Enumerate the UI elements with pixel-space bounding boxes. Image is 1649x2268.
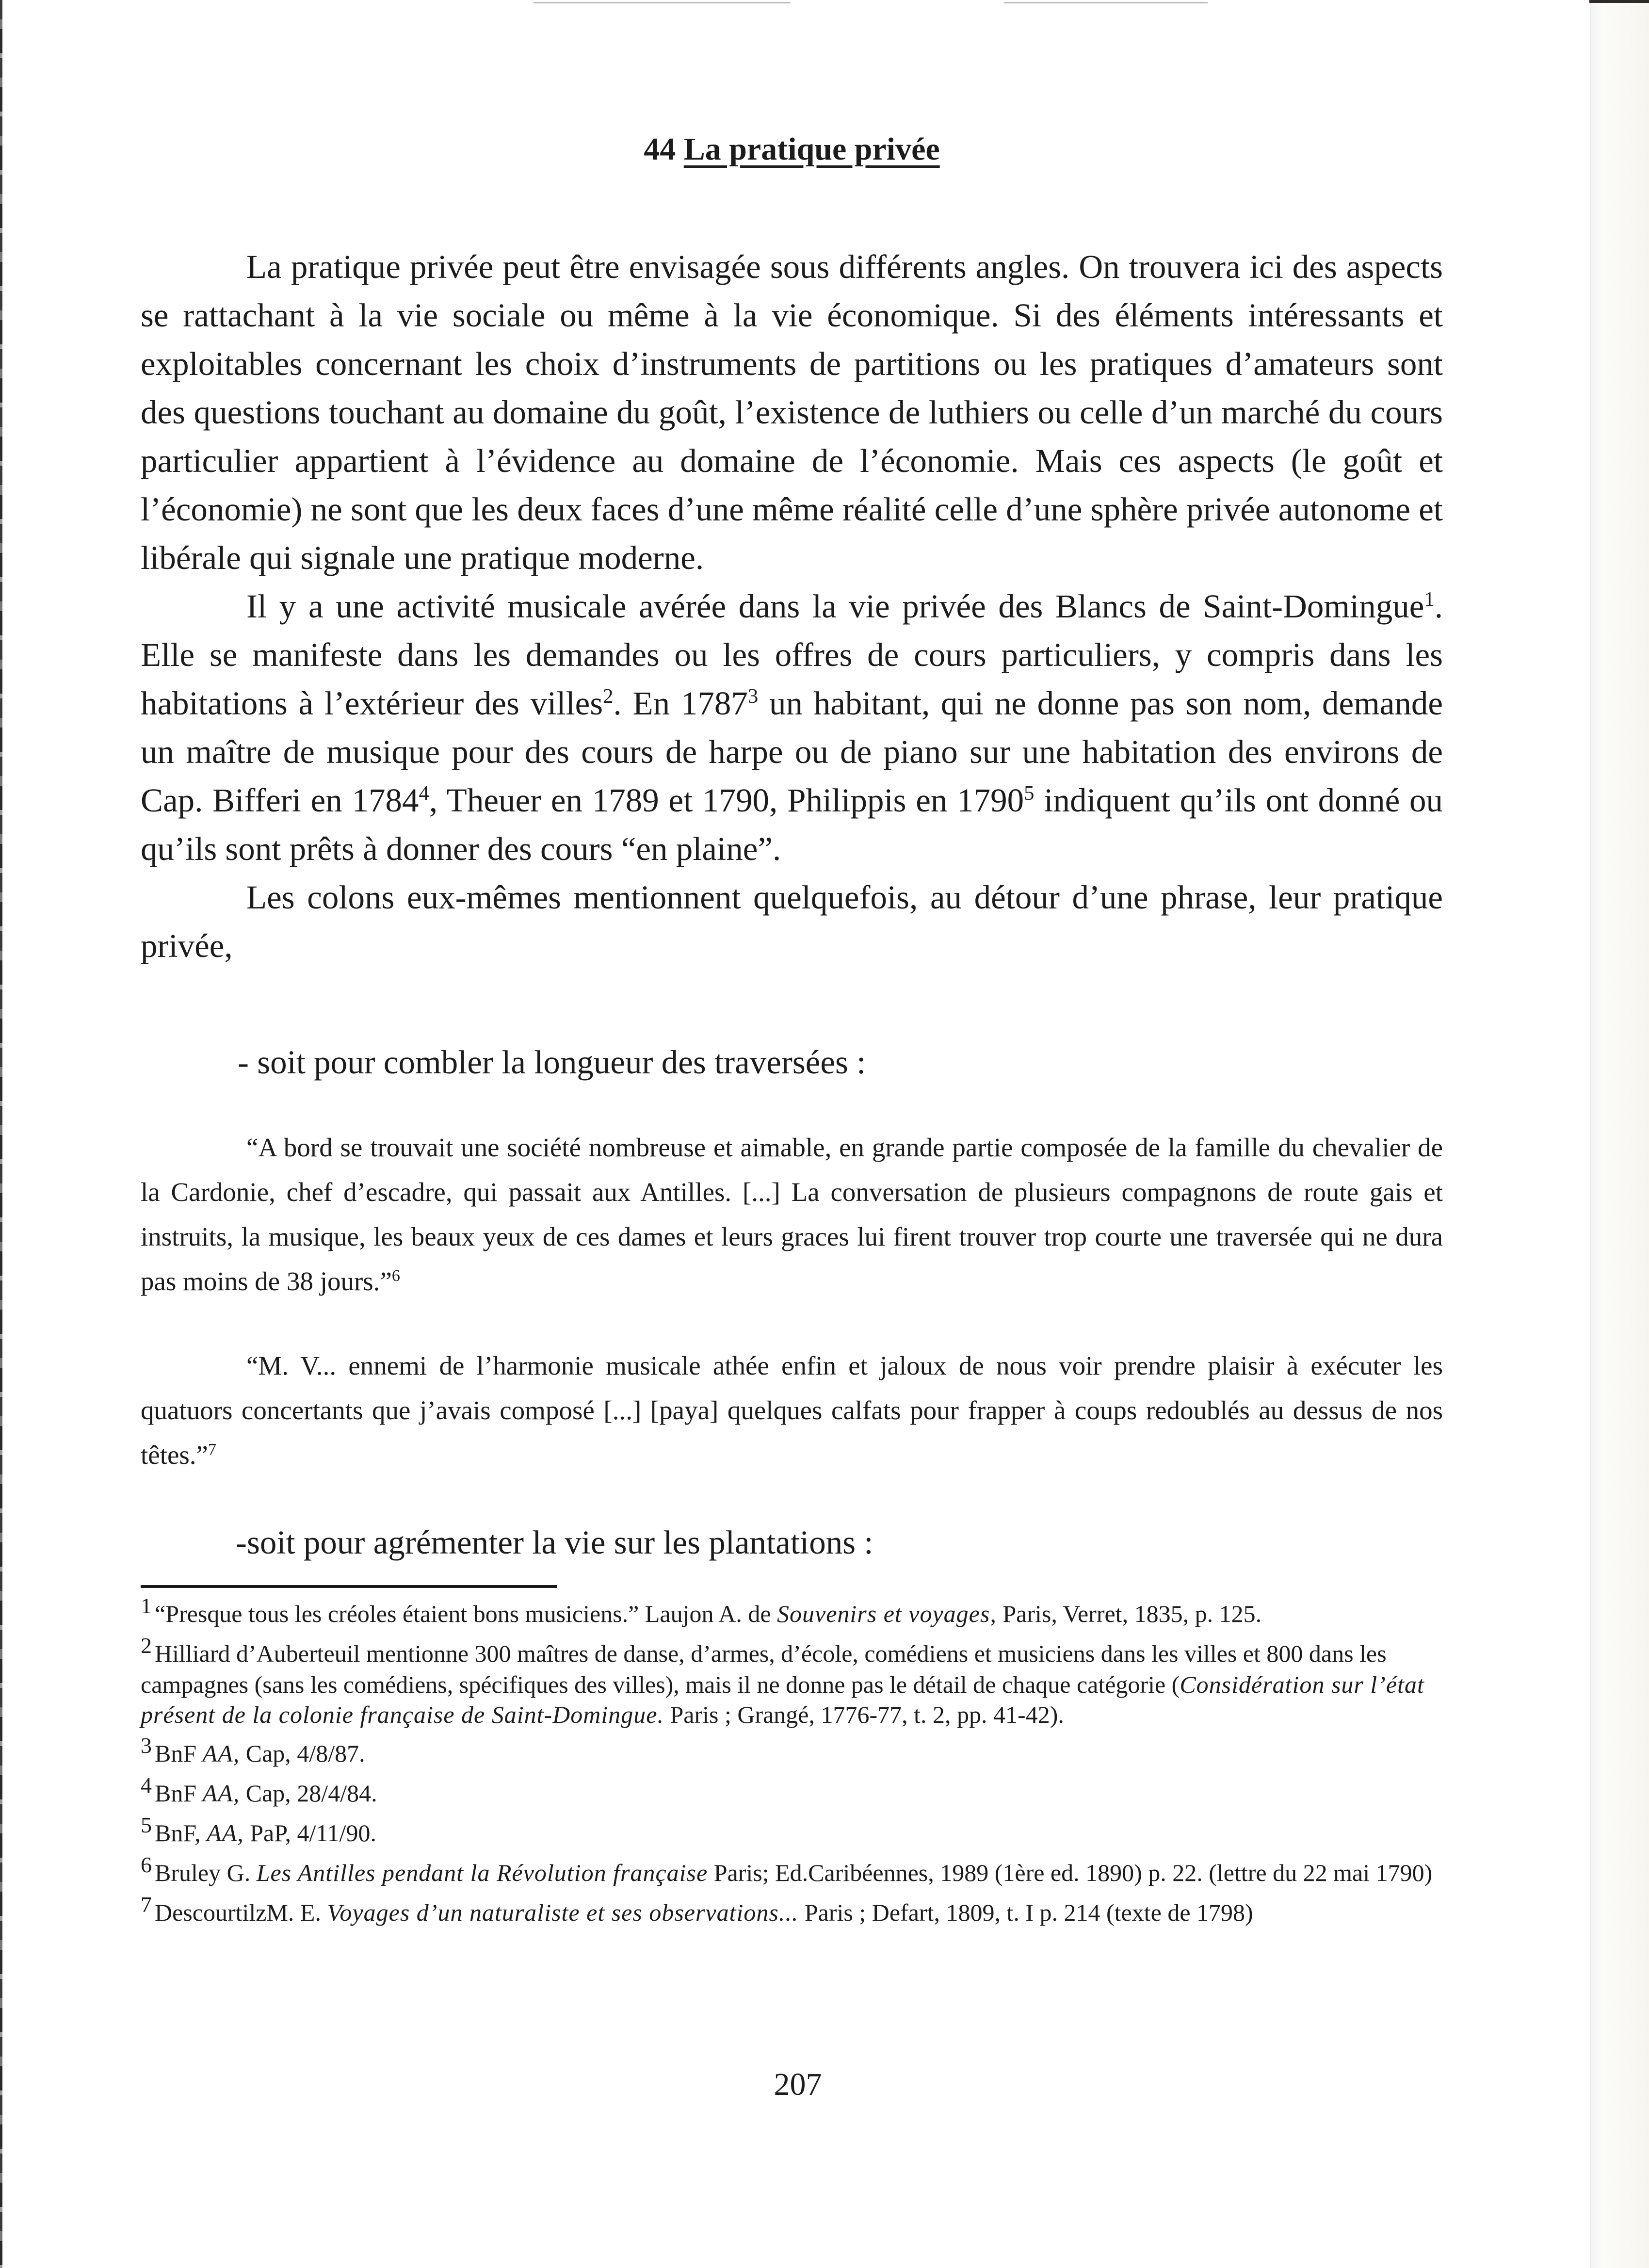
footnote-text: DescourtilzM. E. — [155, 1899, 327, 1926]
footnote-number: 6 — [141, 1852, 152, 1877]
footnote-text: Bruley G. — [155, 1859, 257, 1886]
footnotes — [141, 1593, 1450, 1937]
footnote-number: 7 — [141, 1892, 152, 1917]
footnote-text: BnF — [155, 1780, 203, 1807]
footnote-ref[interactable]: 2 — [603, 685, 614, 708]
footnote-6 — [141, 1852, 1450, 1889]
footnote-number: 4 — [141, 1772, 152, 1798]
footnote-text: BnF, — [155, 1819, 207, 1847]
footnote-separator — [141, 1585, 557, 1588]
quote-text: “M. V... ennemi de l’harmonie musicale athée enfin et jaloux de nous voir prendre plaisir à exécuter les quatuors concertants que j’avais composé [...] [paya] quelques calfats pour frapper à coups redoublés au dessus de nos têtes.” — [141, 1351, 1443, 1470]
section-number: 44 — [644, 131, 676, 167]
footnote-title: Souvenirs et voyages, — [777, 1600, 997, 1627]
footnote-1 — [141, 1593, 1450, 1630]
footnote-title: Considération sur l’état présent de la colonie française de Saint-Domingue. — [141, 1671, 1424, 1728]
footnote-number: 3 — [141, 1733, 152, 1758]
footnote-title: AA, — [202, 1780, 240, 1807]
footnote-title: AA, — [202, 1740, 240, 1767]
footnote-number: 2 — [141, 1633, 152, 1658]
section-title — [141, 130, 1443, 169]
scan-edge-right — [1590, 0, 1649, 2268]
page-number: 207 — [774, 2067, 822, 2102]
paragraph-text: , Theuer en 1789 et 1790, Philippis en 1790 — [429, 782, 1024, 819]
paragraph-text: . En 1787 — [613, 685, 748, 722]
footnote-text: BnF — [155, 1740, 203, 1767]
footnote-number: 5 — [141, 1812, 152, 1837]
footnote-ref[interactable]: 3 — [747, 685, 759, 708]
footnote-ref[interactable]: 6 — [391, 1267, 400, 1285]
footnote-4 — [141, 1772, 1450, 1809]
footnote-text: Paris ; Grangé, 1776-77, t. 2, pp. 41-42). — [663, 1701, 1064, 1728]
footnote-text: Cap, 4/8/87. — [240, 1740, 365, 1767]
paragraph-1: La pratique privée peut être envisagée sous différents angles. On trouvera ici des aspects se rattachant à la vie sociale ou même à la vie économique. Si des éléments intéressants et exploitables concernant les choix d’instruments de partitions ou les pratiques d’amateurs sont des questions touchant au domaine du goût, l’existence de luthiers ou celle d’un marché du cours particulier appartient à l’évidence au domaine de l’économie. Mais ces aspects (le goût et l’économie) ne sont que les deux faces d’une même réalité celle d’une sphère privée autonome et libérale qui signale une pratique moderne. — [141, 248, 1443, 576]
paragraph-text: Il y a une activité musicale avérée dans la vie privée des Blancs de Saint-Domingue — [246, 588, 1424, 625]
footnote-text: Cap, 28/4/84. — [240, 1780, 377, 1807]
section-title-text: La pratique privée — [683, 131, 940, 167]
blockquote-1 — [141, 1125, 1443, 1304]
footnote-text: “Presque tous les créoles étaient bons musiciens.” Laujon A. de — [155, 1600, 777, 1627]
footnote-text: Hilliard d’Auberteuil mentionne 300 maîtres de danse, d’armes, d’école, comédiens et musiciens dans les villes et 800 dans les campagnes (sans les comédiens, spécifiques des villes), mais il ne donne pas le détail de chaque catégorie ( — [141, 1640, 1387, 1698]
footnote-2 — [141, 1633, 1450, 1730]
footnote-ref[interactable]: 7 — [208, 1441, 216, 1459]
quote-text: “A bord se trouvait une société nombreuse et aimable, en grande partie composée de la famille du chevalier de la Cardonie, chef d’escadre, qui passait aux Antilles. [...] La conversation de plusieurs compagnons de route gais et instruits, la musique, les beaux yeux de ces dames et leurs graces lui firent trouver trop courte une traversée qui ne dura pas moins de 38 jours.” — [141, 1133, 1443, 1296]
footnote-3 — [141, 1733, 1450, 1769]
bullet-plantations: -soit pour agrémenter la vie sur les plantations : — [236, 1524, 873, 1561]
footnote-text: Paris ; Defart, 1809, t. I p. 214 (texte de 1798) — [798, 1899, 1253, 1926]
footnote-title: Voyages d’un naturaliste et ses observations... — [327, 1899, 799, 1926]
paragraph-text: . Elle se manifeste dans les demandes ou les offres de cours particuliers, y compris dans les habitations à l’extérieur des villes — [141, 588, 1443, 722]
scan-edge-corner — [1589, 0, 1649, 3]
footnote-text: PaP, 4/11/90. — [243, 1819, 376, 1847]
footnote-ref[interactable]: 4 — [419, 782, 429, 805]
footnote-ref[interactable]: 1 — [1424, 588, 1435, 611]
paragraph-text: un habitant, qui ne donne pas son nom, demande un maître de musique pour des cours de harpe ou de piano sur une habitation des environs de Cap. Bifferi en 1784 — [141, 685, 1443, 819]
scan-top-mark — [534, 2, 791, 3]
footnote-number: 1 — [141, 1593, 152, 1618]
footnote-title: Les Antilles pendant la Révolution française — [256, 1859, 708, 1886]
blockquote-2 — [141, 1344, 1443, 1477]
footnote-text: Paris; Ed.Caribéennes, 1989 (1ère ed. 1890) p. 22. (lettre du 22 mai 1790) — [708, 1859, 1433, 1886]
bullet-traversees: - soit pour combler la longueur des traversées : — [238, 1044, 866, 1081]
footnote-title: AA, — [207, 1819, 244, 1847]
footnote-5 — [141, 1812, 1450, 1849]
scan-edge-left — [0, 0, 2, 2268]
paragraph-3: Les colons eux-mêmes mentionnent quelquefois, au détour d’une phrase, leur pratique privée, — [141, 879, 1443, 964]
footnote-7 — [141, 1892, 1450, 1928]
scan-top-mark — [1004, 2, 1208, 3]
footnote-text: Paris, Verret, 1835, p. 125. — [996, 1600, 1262, 1627]
paragraph-2 — [141, 582, 1443, 873]
paragraph-text: indiquent qu’ils ont donné ou qu’ils sont prêts à donner des cours “en plaine”. — [141, 782, 1443, 867]
footnote-ref[interactable]: 5 — [1024, 782, 1035, 805]
